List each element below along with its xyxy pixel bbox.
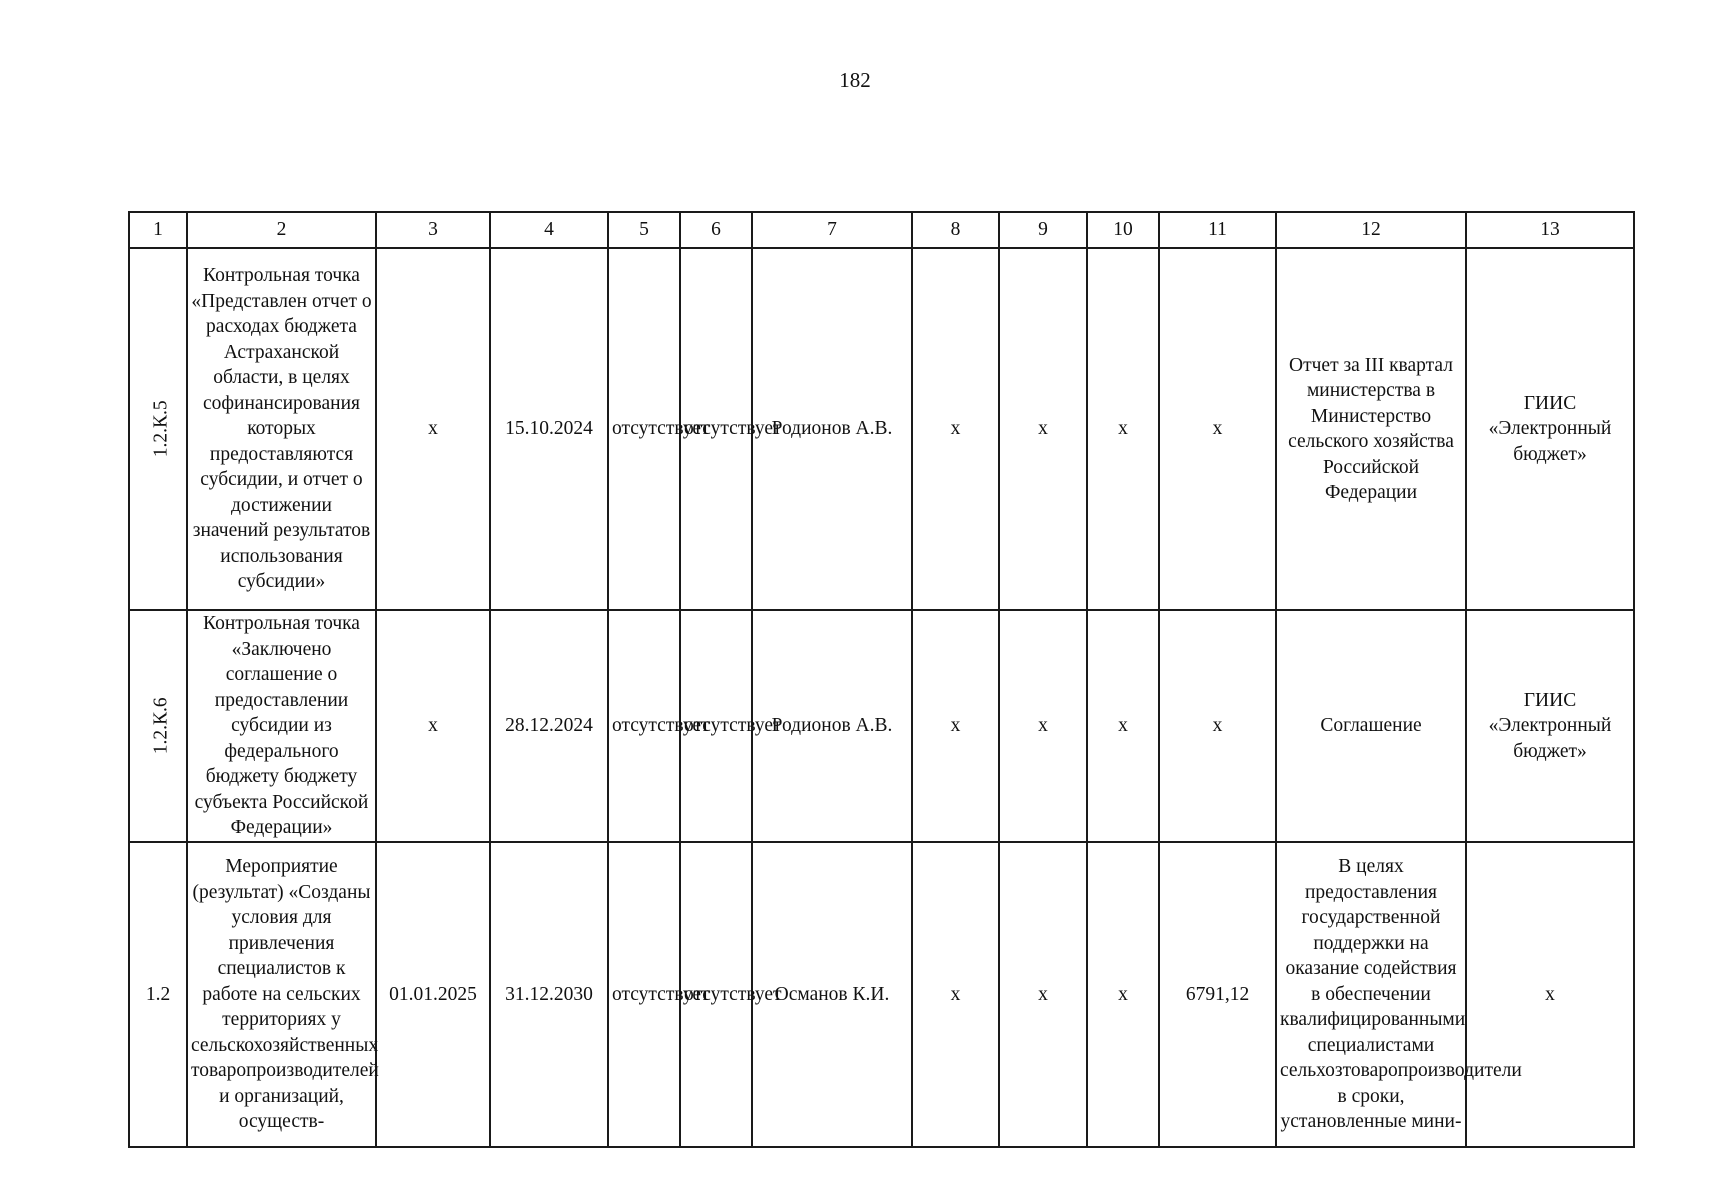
start-date-cell: 01.01.2025 xyxy=(376,842,490,1147)
column-6-cell: отсутствует xyxy=(680,610,752,842)
table-row xyxy=(129,842,1634,1147)
end-date-cell: 15.10.2024 xyxy=(490,248,608,610)
event-name-cell: Контрольная точка «Представлен отчет о расходах бюджета Астраханской области, в целях софинансирования которых предоставляются субсидии, и отчет о достижении значений результатов использования субсидии» xyxy=(187,248,376,610)
column-6-cell: отсутствует xyxy=(680,842,752,1147)
column-header: 4 xyxy=(490,212,608,248)
column-header: 9 xyxy=(999,212,1087,248)
table-row xyxy=(129,248,1634,610)
system-cell: x xyxy=(1466,842,1634,1147)
column-10-cell: x xyxy=(1087,610,1159,842)
plan-table xyxy=(128,211,1635,1148)
column-header: 3 xyxy=(376,212,490,248)
document-cell: В целях предоставления государственной поддержки на оказание содействия в обеспечении квалифицированными специалистами сельхозтоваропроизводители в сроки, установленные мини- xyxy=(1276,842,1466,1147)
responsible-cell: Родионов А.В. xyxy=(752,248,912,610)
row-number-cell xyxy=(129,610,187,842)
event-name-cell: Контрольная точка «Заключено соглашение о предоставлении субсидии из федерального бюджету бюджету субъекта Российской Федерации» xyxy=(187,610,376,842)
end-date-cell: 31.12.2030 xyxy=(490,842,608,1147)
responsible-cell: Родионов А.В. xyxy=(752,610,912,842)
start-date-cell: x xyxy=(376,610,490,842)
column-header: 12 xyxy=(1276,212,1466,248)
row-number: 1.2.К.6 xyxy=(150,697,172,755)
column-header: 7 xyxy=(752,212,912,248)
column-9-cell: x xyxy=(999,610,1087,842)
document-cell: Соглашение xyxy=(1276,610,1466,842)
column-8-cell: x xyxy=(912,610,999,842)
column-5-cell: отсутствует xyxy=(608,610,680,842)
row-number: 1.2.К.5 xyxy=(150,400,172,458)
column-header: 13 xyxy=(1466,212,1634,248)
column-6-cell: отсутствует xyxy=(680,248,752,610)
column-header: 6 xyxy=(680,212,752,248)
column-header: 1 xyxy=(129,212,187,248)
table-row xyxy=(129,610,1634,842)
column-10-cell: x xyxy=(1087,248,1159,610)
column-5-cell: отсутствует xyxy=(608,248,680,610)
column-9-cell: x xyxy=(999,842,1087,1147)
system-cell: ГИИС «Электронный бюджет» xyxy=(1466,610,1634,842)
document-cell: Отчет за III квартал министерства в Министерство сельского хозяйства Российской Федерации xyxy=(1276,248,1466,610)
page-number: 182 xyxy=(839,68,871,92)
column-8-cell: x xyxy=(912,248,999,610)
header-row xyxy=(129,212,1634,248)
row-number-cell: 1.2 xyxy=(129,842,187,1147)
column-header: 8 xyxy=(912,212,999,248)
end-date-cell: 28.12.2024 xyxy=(490,610,608,842)
column-5-cell: отсутствует xyxy=(608,842,680,1147)
column-8-cell: x xyxy=(912,842,999,1147)
column-header: 11 xyxy=(1159,212,1276,248)
start-date-cell: x xyxy=(376,248,490,610)
column-9-cell: x xyxy=(999,248,1087,610)
column-11-cell: 6791,12 xyxy=(1159,842,1276,1147)
column-10-cell: x xyxy=(1087,842,1159,1147)
event-name-cell: Мероприятие (результат) «Созданы условия для привлечения специалистов к работе на сельских территориях у сельскохозяйственных товаропроизводителей и организаций, осуществ- xyxy=(187,842,376,1147)
column-header: 10 xyxy=(1087,212,1159,248)
system-cell: ГИИС «Электронный бюджет» xyxy=(1466,248,1634,610)
row-number-cell xyxy=(129,248,187,610)
column-11-cell: x xyxy=(1159,248,1276,610)
column-header: 2 xyxy=(187,212,376,248)
column-header: 5 xyxy=(608,212,680,248)
column-11-cell: x xyxy=(1159,610,1276,842)
responsible-cell: Османов К.И. xyxy=(752,842,912,1147)
